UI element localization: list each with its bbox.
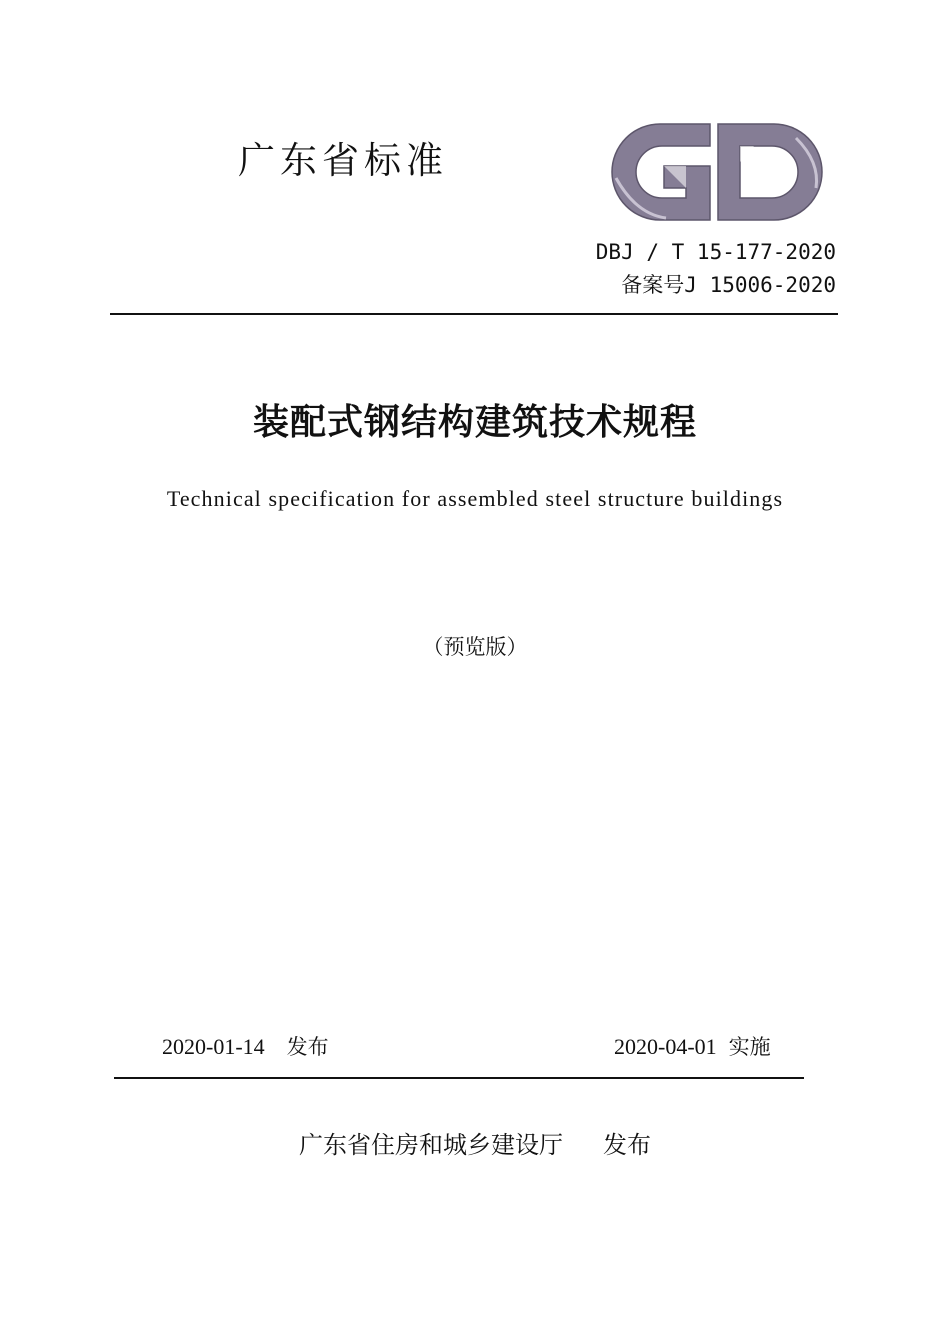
standard-type-label: 广东省标准 <box>238 139 448 182</box>
issue-date: 2020-01-14 <box>162 1034 265 1059</box>
issuer-name: 广东省住房和城乡建设厅 <box>299 1131 563 1159</box>
effective-date-block <box>614 1032 771 1062</box>
issuer-action: 发布 <box>603 1131 651 1159</box>
bottom-divider <box>114 1077 804 1079</box>
document-title-english: Technical specification for assembled steel structure buildings <box>166 486 784 511</box>
effective-label: 实施 <box>728 1035 771 1059</box>
effective-date: 2020-04-01 <box>614 1034 717 1059</box>
top-divider <box>110 313 838 315</box>
issuer-block <box>0 1128 950 1162</box>
issue-date-block <box>162 1032 329 1062</box>
issue-label: 发布 <box>286 1035 329 1059</box>
record-number: 备案号J 15006-2020 <box>621 273 836 297</box>
gd-logo-graphic <box>606 118 830 226</box>
edition-label: （预览版） <box>422 635 528 659</box>
standard-code: DBJ / T 15-177-2020 <box>595 240 836 264</box>
gd-logo <box>606 118 830 226</box>
document-title-chinese: 装配式钢结构建筑技术规程 <box>252 402 697 443</box>
